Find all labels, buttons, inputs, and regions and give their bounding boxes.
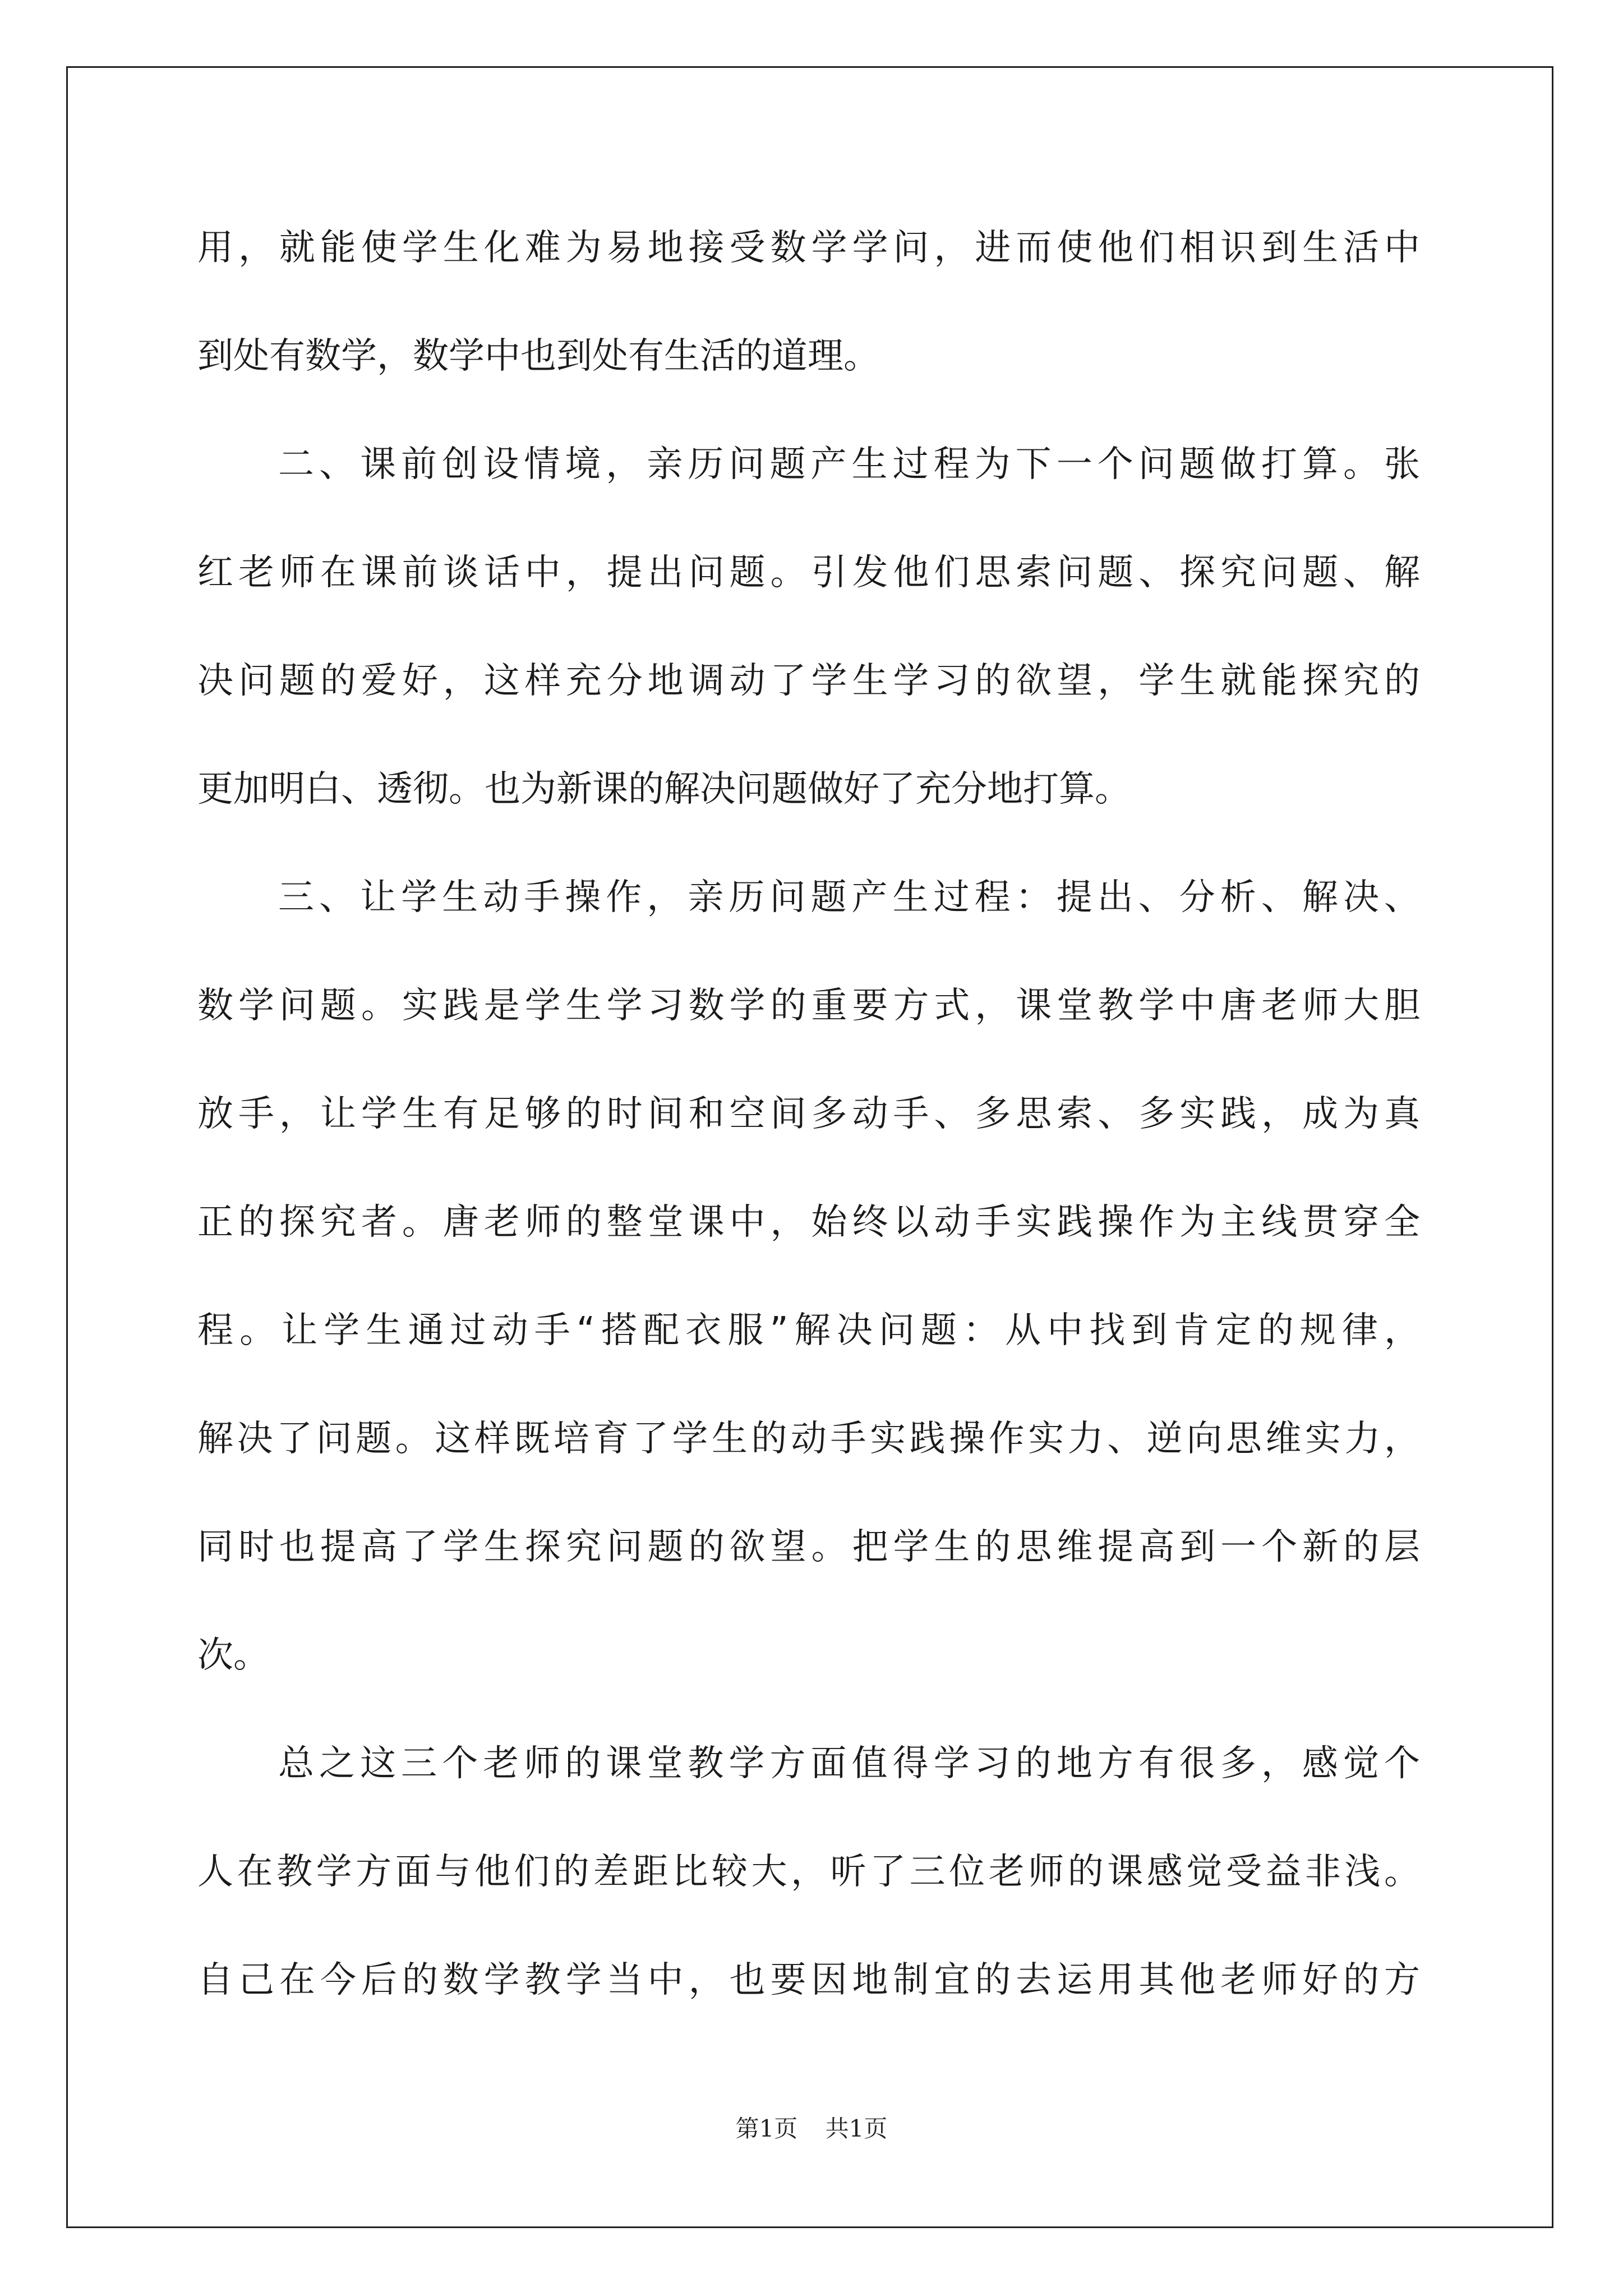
text-line: 用，就能使学生化难为易地接受数学学问，进而使他们相识到生活中 [197,227,1420,269]
text-line: 二、课前创设情境，亲历问题产生过程为下一个问题做打算。张 [278,444,1420,485]
text-line: 更加明白、透彻。也为新课的解决问题做好了充分地打算。 [197,769,1131,810]
text-line: 同时也提高了学生探究问题的欲望。把学生的思维提高到一个新的层 [197,1526,1420,1568]
page-number: 第1页 [735,2115,798,2142]
text-line: 到处有数学，数学中也到处有生活的道理。 [197,335,879,377]
text-line: 自己在今后的数学教学当中，也要因地制宜的去运用其他老师好的方 [197,1959,1420,2001]
text-line: 放手，让学生有足够的时间和空间多动手、多思索、多实践，成为真 [197,1093,1420,1135]
page-footer [0,2110,1623,2144]
text-line: 决问题的爱好，这样充分地调动了学生学习的欲望，学生就能探究的 [197,660,1420,702]
page-total: 共1页 [825,2115,888,2142]
text-line: 数学问题。实践是学生学习数学的重要方式，课堂教学中唐老师大胆 [197,985,1420,1027]
text-line: 三、让学生动手操作，亲历问题产生过程：提出、分析、解决、 [278,877,1420,918]
text-line: 正的探究者。唐老师的整堂课中，始终以动手实践操作为主线贯穿全 [197,1202,1420,1243]
text-line: 解决了问题。这样既培育了学生的动手实践操作实力、逆向思维实力， [197,1418,1420,1460]
text-line: 人在教学方面与他们的差距比较大，听了三位老师的课感觉受益非浅。 [197,1851,1420,1893]
text-line: 次。 [197,1635,269,1676]
text-line: 程。让学生通过动手“搭配衣服”解决问题：从中找到肯定的规律， [197,1310,1420,1351]
text-line: 红老师在课前谈话中，提出问题。引发他们思索问题、探究问题、解 [197,552,1420,593]
text-line: 总之这三个老师的课堂教学方面值得学习的地方有很多，感觉个 [278,1743,1420,1784]
